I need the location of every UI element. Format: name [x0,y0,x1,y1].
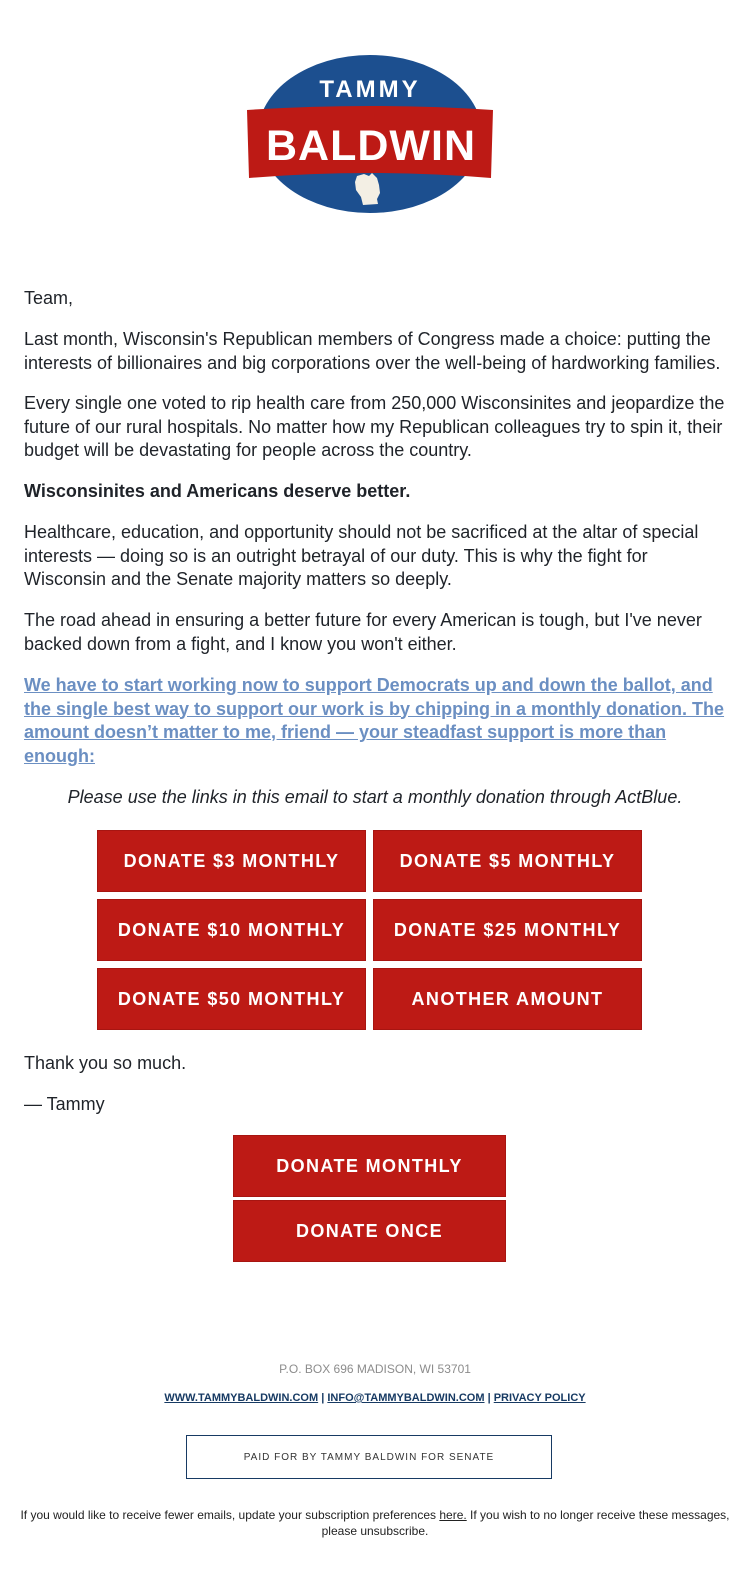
footer-address: P.O. BOX 696 MADISON, WI 53701 [279,1362,471,1376]
unsubscribe-text [14,1507,736,1539]
signature: — Tammy [24,1094,105,1114]
donate-once-button[interactable]: DONATE ONCE [233,1200,506,1262]
donate-10-monthly-button[interactable]: DONATE $10 MONTHLY [97,899,366,961]
campaign-logo [243,52,497,216]
another-amount-button[interactable]: ANOTHER AMOUNT [373,968,642,1030]
cta-donate-link[interactable]: We have to start working now to support Democrats up and down the ballot, and the single best way to support our work is by chipping in a monthly donation. The amount doesn’t matter to me, friend — your steadfast support is more than enough: [24,675,725,766]
paid-for-disclaimer: PAID FOR BY TAMMY BALDWIN FOR SENATE [186,1435,552,1479]
paragraph-2: Every single one voted to rip health care from 250,000 Wisconsinites and jeopardize the future of our rural hospitals. No matter how my Republican colleagues try to spin it, their budget will be devastating for people across the country. [24,393,725,460]
unsubscribe-text-after: If you wish to no longer receive these messages, please unsubscribe. [321,1508,730,1538]
subscription-preferences-link[interactable]: here. [439,1508,467,1522]
footer-links [0,1392,750,1404]
donate-monthly-button[interactable]: DONATE MONTHLY [233,1135,506,1197]
paragraph-3-bold: Wisconsinites and Americans deserve better. [24,481,411,501]
thanks-text: Thank you so much. [24,1053,187,1073]
privacy-policy-link[interactable]: PRIVACY POLICY [493,1392,586,1404]
greeting: Team, [24,288,74,308]
unsubscribe-text-before: If you would like to receive fewer emails, update your subscription preferences [20,1508,440,1522]
donate-5-monthly-button[interactable]: DONATE $5 MONTHLY [373,830,642,892]
logo-top-text: TAMMY [319,76,421,103]
paragraph-5: The road ahead in ensuring a better future for every American is tough, but I've never backed down from a fight, and I know you won't either. [24,610,702,654]
donate-3-monthly-button[interactable]: DONATE $3 MONTHLY [97,830,366,892]
logo-main-text: BALDWIN [265,122,477,170]
cta-paragraph [24,674,726,768]
donate-25-monthly-button[interactable]: DONATE $25 MONTHLY [373,899,642,961]
website-link[interactable]: WWW.TAMMYBALDWIN.COM [164,1392,319,1404]
donate-50-monthly-button[interactable]: DONATE $50 MONTHLY [97,968,366,1030]
footer-separator: | [487,1392,491,1404]
paragraph-4: Healthcare, education, and opportunity should not be sacrificed at the altar of special interests — doing so is an outright betrayal of our duty. This is why the fight for Wisconsin and the Senate majority matters so deeply. [24,522,699,589]
actblue-note: Please use the links in this email to start a monthly donation through ActBlue. [67,787,683,807]
paragraph-1: Last month, Wisconsin's Republican members of Congress made a choice: putting the interests of billionaires and big corporations over the well-being of hardworking families. [24,329,721,373]
footer-separator: | [321,1392,325,1404]
email-link[interactable]: INFO@TAMMYBALDWIN.COM [327,1392,485,1404]
